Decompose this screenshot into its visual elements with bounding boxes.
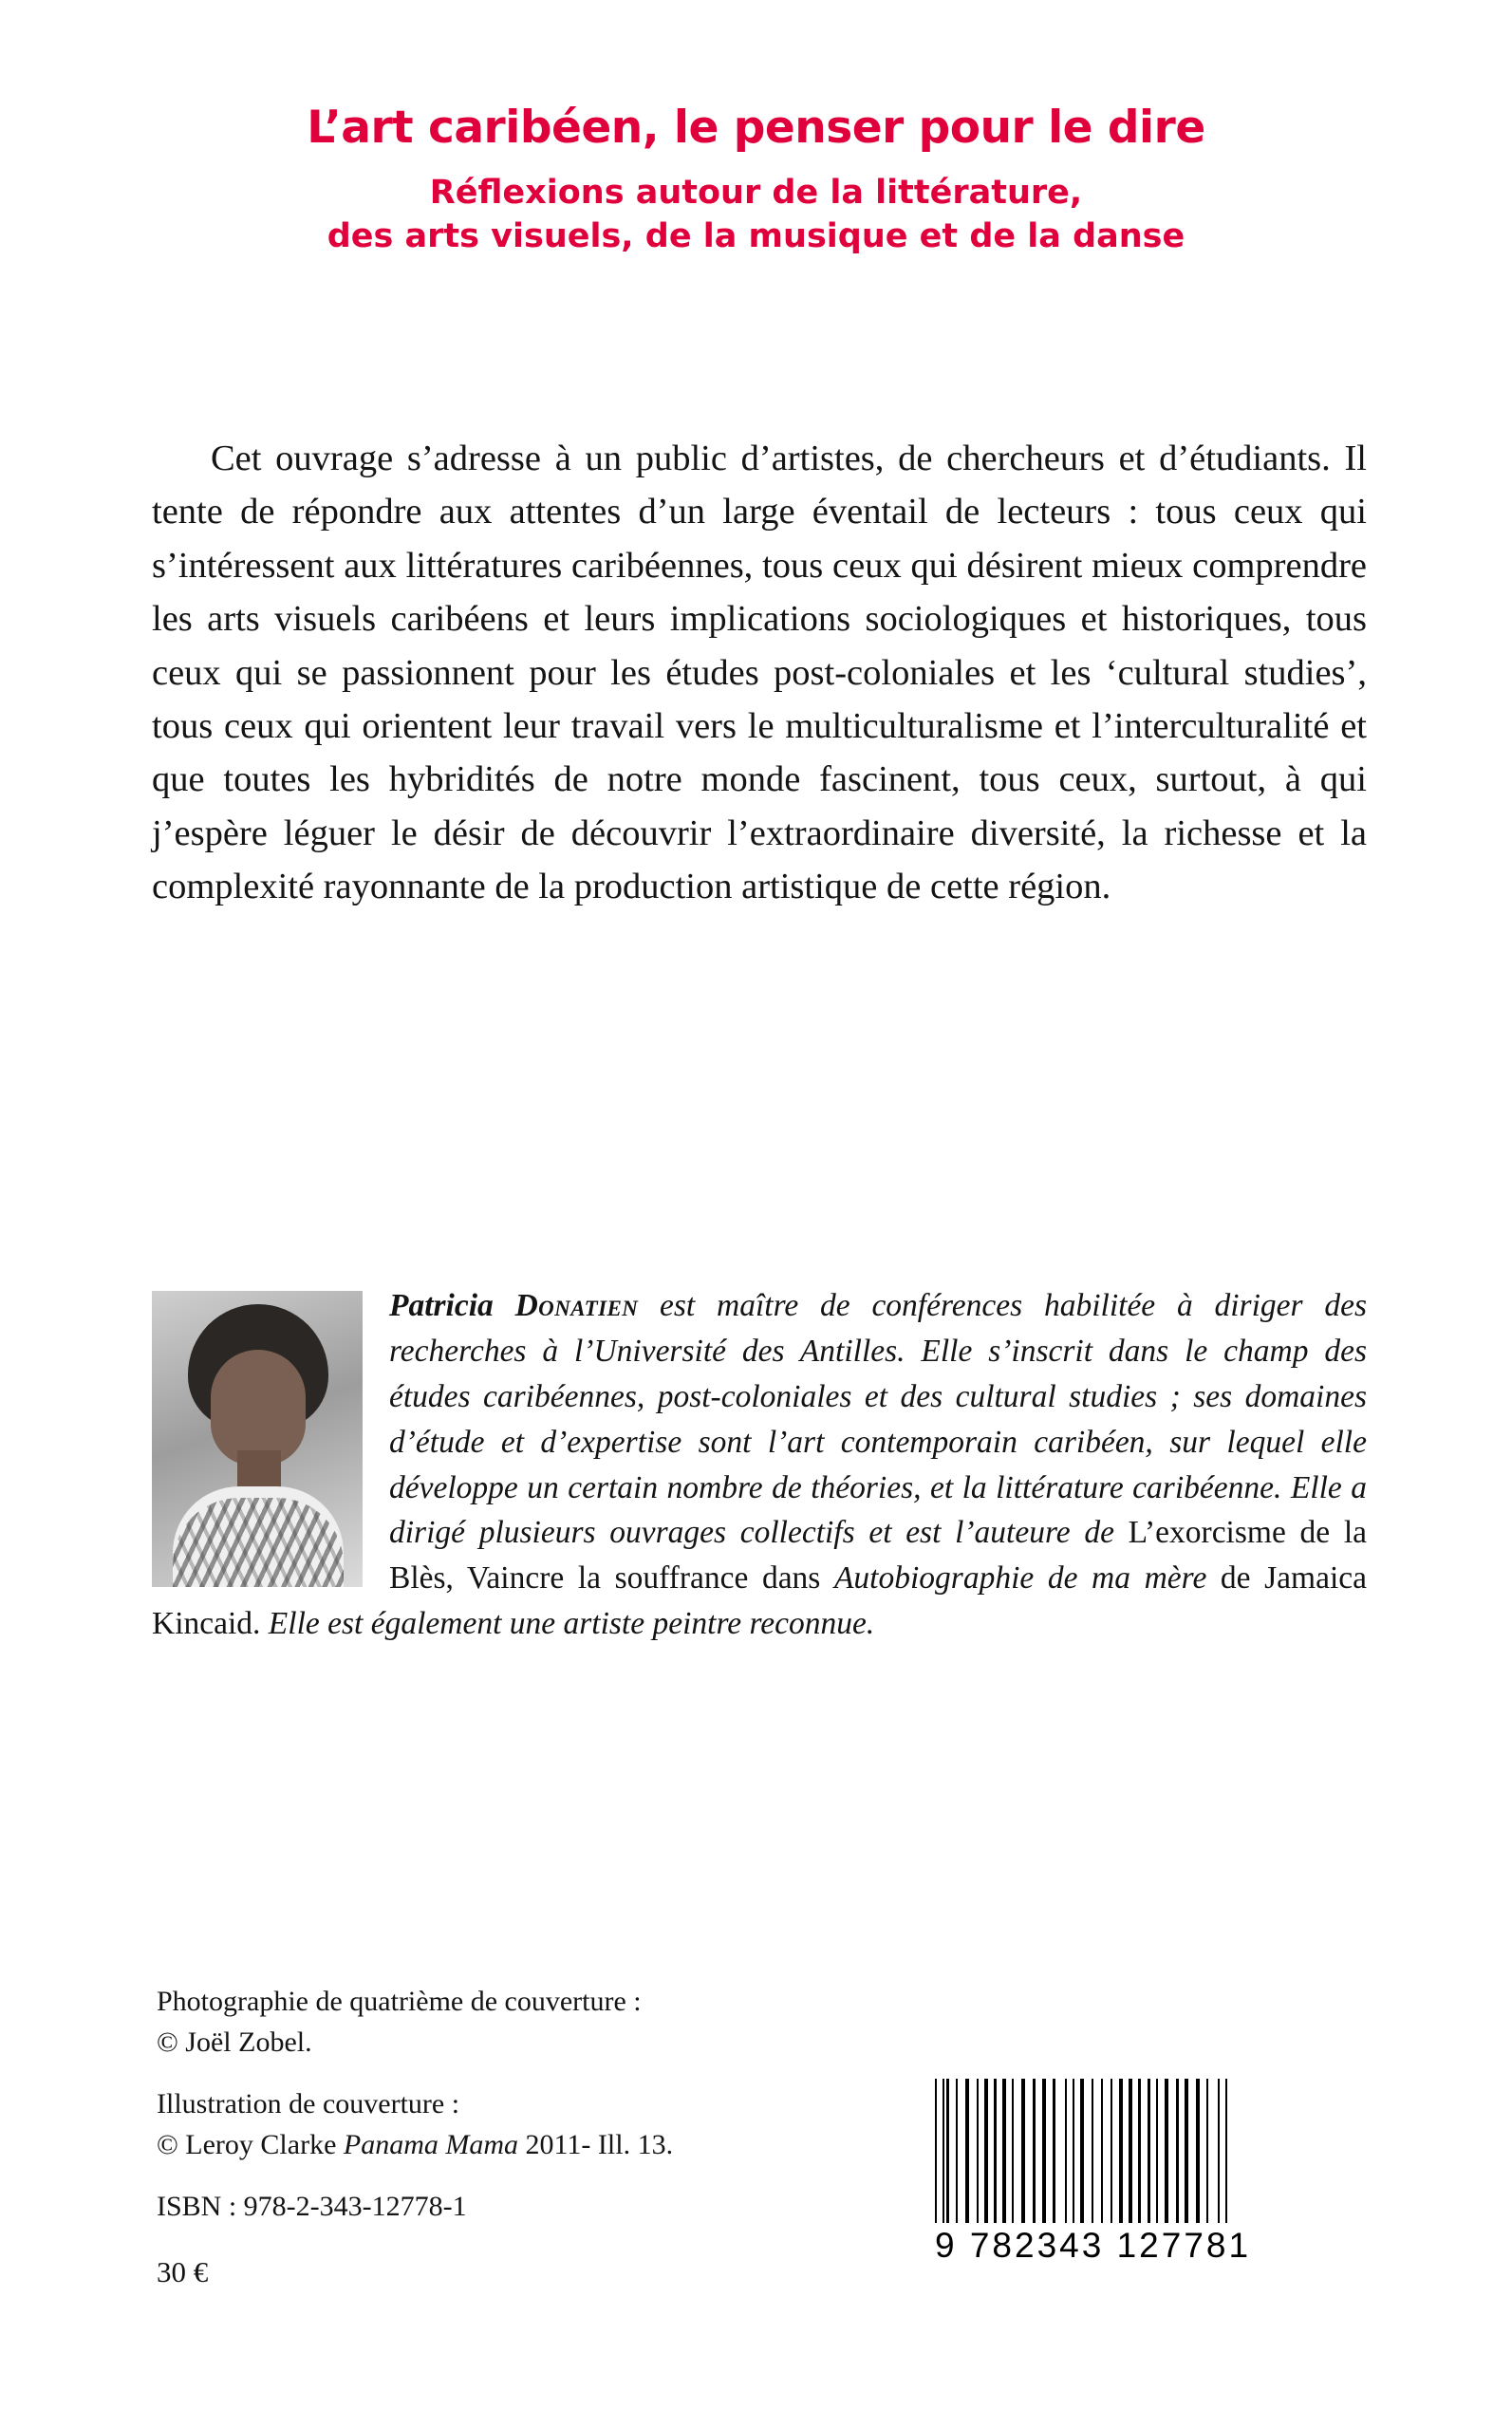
illustration-credit-line-1: Illustration de couverture : — [157, 2087, 460, 2120]
bio-work-title: L’exorcisme de la Blès, Vaincre la souffrance dans — [389, 1515, 1367, 1597]
price-text: 30 € — [157, 2255, 209, 2289]
photo-credit-line-1: Photographie de quatrième de couverture : — [157, 1986, 642, 2017]
illustration-credit-suffix: 2011- Ill. 13. — [518, 2128, 674, 2160]
illustration-credit-work: Panama Mama — [343, 2128, 519, 2160]
photo-credit — [157, 1982, 935, 2064]
author-first-name: Patricia — [389, 1288, 494, 1323]
illustration-credit-prefix: © Leroy Clarke — [157, 2128, 344, 2160]
page-title: L’art caribéen, le penser pour le dire — [307, 102, 1205, 154]
photo-garment-pattern — [173, 1498, 344, 1587]
blurb-text — [152, 432, 1367, 914]
bio-work-title-italic: Autobiographie de ma mère — [833, 1560, 1207, 1597]
blurb-paragraph: Cet ouvrage s’adresse à un public d’artistes, de chercheurs et d’étudiants. Il tente de répondre aux attentes d’un large éventail de lecteurs : tous ceux qui s’intéressent aux littératures caribéennes, tous ceux qui désirent mieux comprendre les arts visuels caribéens et leurs implications sociologiques et historiques, tous ceux qui se passionnent pour les études post-coloniales et les ‘cultural studies’, tous ceux qui orientent leur travail vers le multiculturalisme et l’interculturalité et que toutes les hybridités de notre monde fascinent, tous ceux, surtout, à qui j’espère léguer le désir de découvrir l’extraordinaire diversité, la richesse et la complexité rayonnante de la production artistique de cette région. — [152, 439, 1367, 907]
page-subtitle — [0, 171, 1512, 258]
author-bio — [152, 1283, 1367, 1647]
photo-credit-line-2: © Joël Zobel. — [157, 2026, 312, 2058]
photo-face — [211, 1350, 306, 1466]
barcode — [935, 2079, 1310, 2266]
illustration-credit — [157, 2084, 935, 2166]
author-photo — [152, 1291, 363, 1587]
barcode-bars — [935, 2079, 1291, 2223]
bio-part-2: de Jamaica Kincaid. — [152, 1560, 1368, 1642]
title-block — [0, 103, 1512, 258]
subtitle-line-2: des arts visuels, de la musique et de la danse — [327, 217, 1185, 256]
barcode-digits: 9 782343 127781 — [935, 2226, 1252, 2265]
credits-block — [157, 1982, 935, 2294]
subtitle-line-1: Réflexions autour de la littérature, — [429, 174, 1083, 213]
bio-part-3: Elle est également une artiste peintre reconnue. — [268, 1606, 875, 1642]
author-last-name: Donatien — [514, 1288, 639, 1323]
bio-part-1: est maître de conférences habilitée à diriger des recherches à l’Université des Antilles. Elle s’inscrit dans le champ des études caribéennes, post-coloniales et des cultural studies ; ses domaines d’étude et d’expertise sont l’art contemporain caribéen, sur lequel elle développe un certain nombre de théories, et la littérature caribéenne. Elle a dirigé plusieurs ouvrages collectifs et est l’auteure de — [389, 1288, 1368, 1551]
isbn-text: ISBN : 978-2-343-12778-1 — [157, 2190, 467, 2222]
